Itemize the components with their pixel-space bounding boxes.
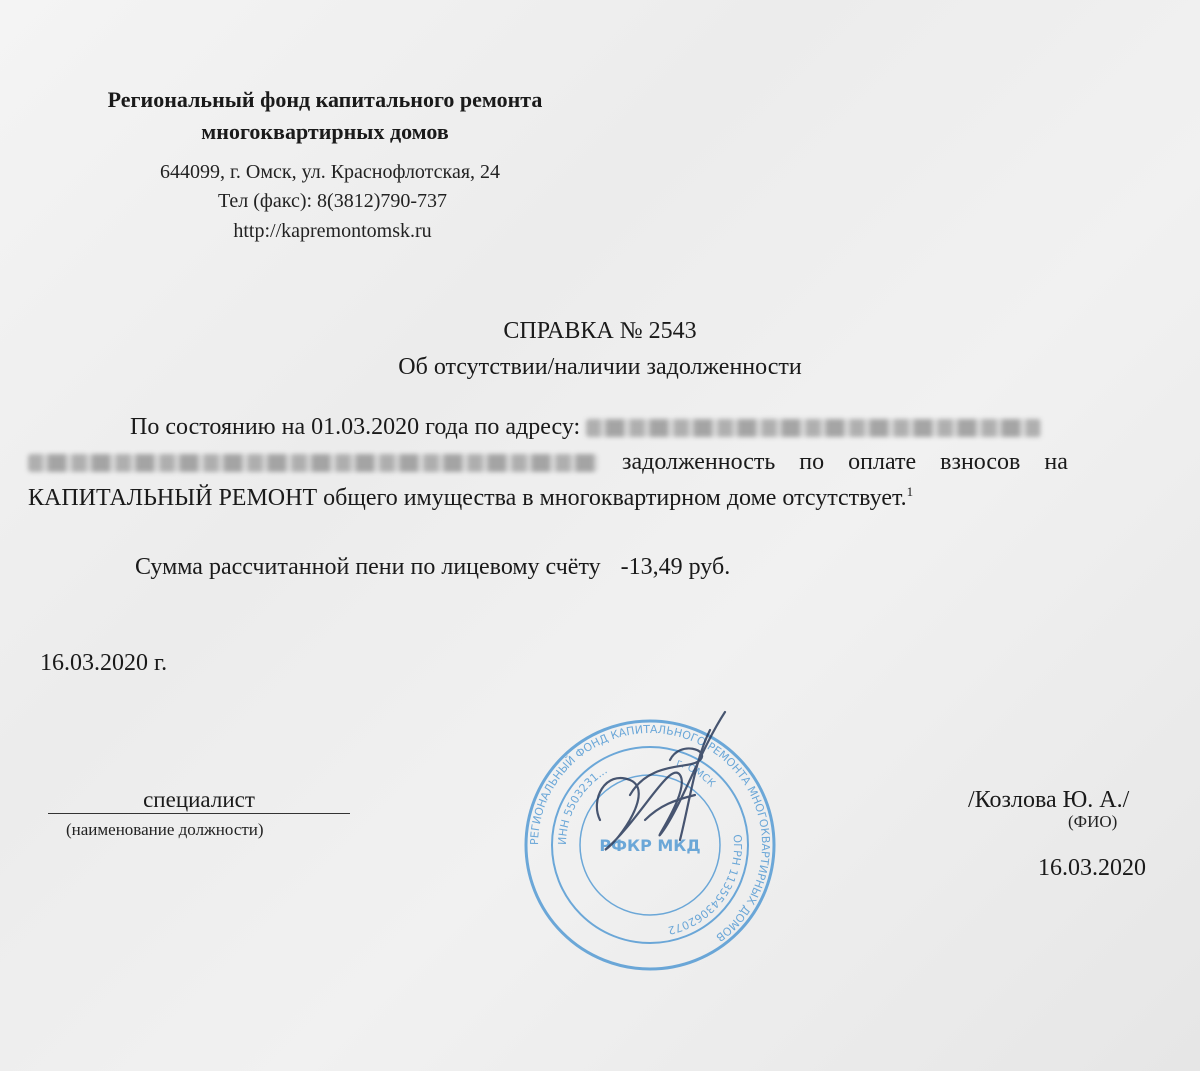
penalty-label: Сумма рассчитанной пени по лицевому счёту [135, 554, 601, 580]
redacted-owner [28, 454, 598, 472]
document-title: СПРАВКА № 2543 [503, 318, 697, 344]
body-line2 [28, 449, 1068, 476]
body-text-end: КАПИТАЛЬНЫЙ РЕМОНТ общего имущества в многоквартирном доме отсутствует. [28, 485, 907, 511]
position-caption: (наименование должности) [66, 820, 264, 839]
org-name-line1: Региональный фонд капитального ремонта [107, 87, 543, 112]
stamp-outer-text: РЕГИОНАЛЬНЫЙ ФОНД КАПИТАЛЬНОГО РЕМОНТА МНОГОКВАРТИРНЫХ ДОМОВ [527, 722, 773, 945]
org-phone: Тел (факс): 8(3812)790-737 [217, 190, 448, 212]
sign-date: 16.03.2020 [1038, 855, 1146, 881]
redacted-address [586, 419, 1041, 437]
position-text: специалист [143, 787, 255, 812]
stamp-inn: ИНН 5503231... [555, 763, 610, 846]
body-line1 [130, 414, 1041, 441]
body-text-mid: задолженность по оплате взносов на [622, 449, 1068, 475]
org-name-line2: многоквартирных домов [201, 119, 449, 144]
body-text-start: По состоянию на 01.03.2020 года по адресу: [130, 414, 581, 440]
org-website: http://kapremontomsk.ru [233, 220, 432, 242]
org-address: 644099, г. Омск, ул. Краснофлотская, 24 [159, 161, 501, 183]
document-subtitle: Об отсутствии/наличии задолженности [398, 354, 802, 380]
stamp-center: РФКР МКД [599, 836, 701, 855]
handwritten-signature [560, 700, 760, 880]
footnote-mark: 1 [906, 484, 914, 499]
stamp-city: г. ОМСК [674, 757, 717, 790]
penalty-value: -13,49 руб. [620, 554, 731, 580]
body-line3 [28, 484, 913, 512]
stamp-ogrn: ОГРН 1135543062072 [666, 833, 745, 937]
signer-name: /Козлова Ю. А./ [968, 787, 1130, 813]
issue-date: 16.03.2020 г. [40, 650, 168, 676]
position-field [48, 787, 350, 814]
name-caption: (ФИО) [1068, 812, 1118, 831]
penalty-line [135, 554, 730, 581]
